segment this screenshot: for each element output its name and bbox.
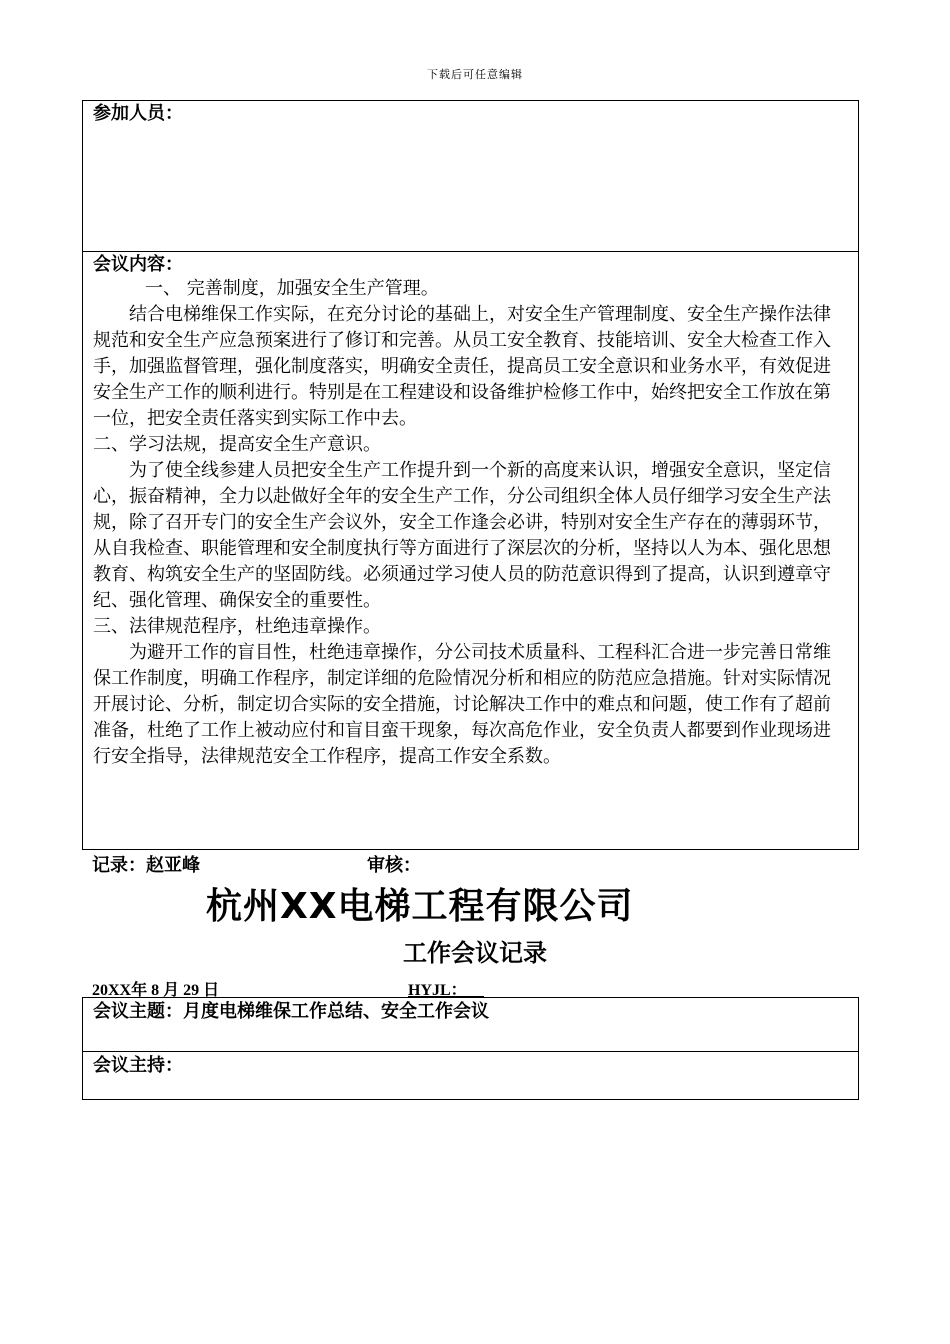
content-heading-3: 三、法律规范程序，杜绝违章操作。 [93,616,381,637]
content-body [83,276,858,770]
company-name: 杭州XX电梯工程有限公司 [206,886,634,927]
content-heading-1: 一、 完善制度，加强安全生产管理。 [145,278,439,299]
meeting-date: 20XX年 8 月 29 日 [92,982,220,999]
content-label: 会议内容： [93,254,183,275]
reviewer-text: 审核： [367,855,421,876]
meeting-host-section [82,1051,859,1100]
header-note: 下载后可任意编辑 [427,68,523,81]
signature-line [92,851,421,877]
meeting-topic-section [82,997,859,1052]
participants-label: 参加人员： [93,103,183,124]
recorder-text: 记录：赵亚峰 [92,855,200,876]
meeting-content-section [82,251,859,850]
content-heading-2: 二、学习法规，提高安全生产意识。 [93,434,381,455]
participants-section [82,100,859,252]
content-paragraph-2: 为了使全线参建人员把安全生产工作提升到一个新的高度来认识，增强安全意识，坚定信心，振奋精神，全力以赴做好全年的安全生产工作，分公司组织全体人员仔细学习安全生产法规，除了召开专门的安全生产会议外，安全工作逢会必讲，特别对安全生产存在的薄弱环节，从自我检查、职能管理和安全制度执行等方面进行了深层次的分析，坚持以人为本、强化思想教育、构筑安全生产的坚固防线。必须通过学习使人员的防范意识得到了提高，认识到遵章守纪、强化管理、确保安全的重要性。 [93,460,831,611]
document-title: 工作会议记录 [403,939,547,967]
content-paragraph-1: 结合电梯维保工作实际，在充分讨论的基础上，对安全生产管理制度、安全生产操作法律规范和安全生产应急预案进行了修订和完善。从员工安全教育、技能培训、安全大检查工作入手，加强监督管理，强化制度落实，明确安全责任，提高员工安全意识和业务水平，有效促进安全生产工作的顺利进行。特别是在工程建设和设备维护检修工作中，始终把安全工作放在第一位，把安全责任落实到实际工作中去。 [93,304,831,429]
meeting-topic: 会议主题：月度电梯维保工作总结、安全工作会议 [93,1001,489,1022]
meeting-host-label: 会议主持： [93,1055,183,1076]
record-code: HYJL： [408,982,467,999]
content-paragraph-3: 为避开工作的盲目性，杜绝违章操作，分公司技术质量科、工程科汇合进一步完善日常维保工作制度，明确工作程序，制定详细的危险情况分析和相应的防范应急措施。针对实际情况开展讨论、分析，制定切合实际的安全措施，讨论解决工作中的难点和问题，使工作有了超前准备，杜绝了工作上被动应付和盲目蛮干现象，每次高危作业，安全负责人都要到作业现场进行安全指导，法律规范安全工作程序，提高工作安全系数。 [93,642,831,767]
